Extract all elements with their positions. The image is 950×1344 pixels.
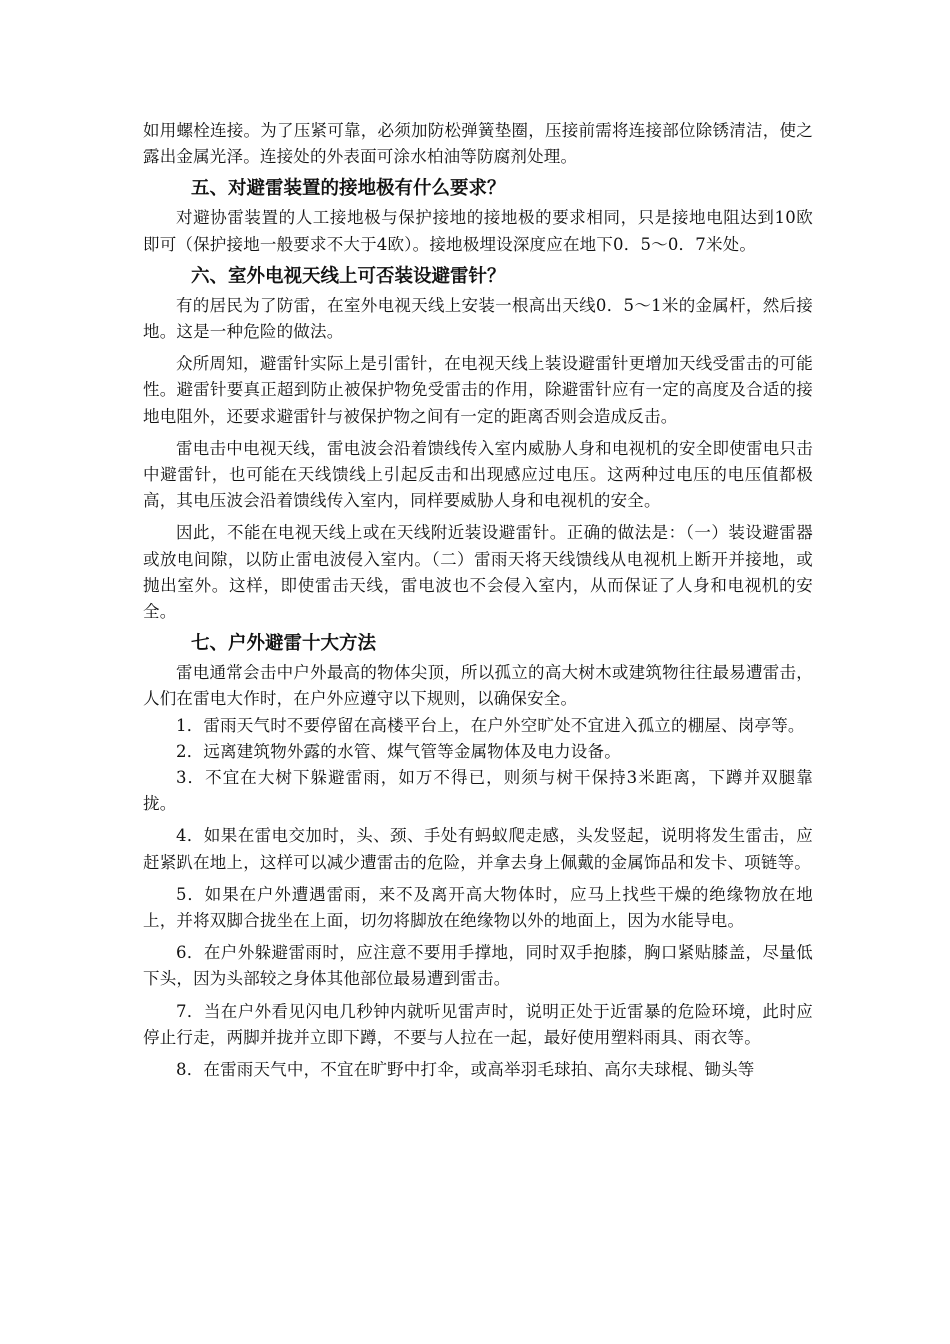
list-item: 6．在户外躲避雷雨时，应注意不要用手撑地，同时双手抱膝，胸口紧贴膝盖，尽量低下头，因为头部较之身体其他部位最易遭到雷击。 [143, 943, 813, 989]
paragraph-overvoltage: 雷电击中电视天线，雷电波会沿着馈线传入室内威胁人身和电视机的安全即使雷电只击中避雷针，也可能在天线馈线上引起反击和出现感应过电压。这两种过电压的电压值都极高，其电压波会沿着馈线传入室内，同样要威胁人身和电视机的安全。 [143, 438, 813, 511]
paragraph-continuation: 如用螺栓连接。为了压紧可靠，必须加防松弹簧垫圈，压接前需将连接部位除锈清洁，使之露出金属光泽。连接处的外表面可涂水柏油等防腐剂处理。 [143, 121, 813, 167]
paragraph-lightning-rod-explanation: 众所周知，避雷针实际上是引雷针，在电视天线上装设避雷针更增加天线受雷击的可能性。避雷针要真正超到防止被保护物免受雷击的作用，除避雷针应有一定的高度及合适的接地电阻外，还要求避雷针与被保护物之间有一定的距离否则会造成反击。 [143, 354, 813, 426]
list-item: 7．当在户外看见闪电几秒钟内就听见雷声时，说明正处于近雷暴的危险环境，此时应停止行走，两脚并拢并立即下蹲，不要与人拉在一起，最好使用塑料雨具、雨衣等。 [143, 1001, 813, 1047]
paragraph-tv-antenna-intro: 有的居民为了防雷，在室外电视天线上安装一根高出天线0．5～1米的金属杆，然后接地。这是一种危险的做法。 [143, 295, 813, 342]
list-item: 5．如果在户外遭遇雷雨，来不及离开高大物体时，应马上找些干燥的绝缘物放在地上，并将双脚合拢坐在上面，切勿将脚放在绝缘物以外的地面上，因为水能导电。 [143, 884, 813, 931]
list-item: 2．远离建筑物外露的水管、煤气管等金属物体及电力设备。 [176, 741, 621, 761]
paragraph-grounding-requirements: 对避协雷装置的人工接地极与保护接地的接地极的要求相同，只是接地电阻达到10欧即可（保护接地一般要求不大于4欧）。接地极埋设深度应在地下0．5～0．7米处。 [143, 208, 813, 254]
list-item: 4．如果在雷电交加时，头、颈、手处有蚂蚁爬走感，头发竖起，说明将发生雷击，应赶紧趴在地上，这样可以减少遭雷击的危险，并拿去身上佩戴的金属饰品和发卡、项链等。 [143, 826, 813, 872]
section-heading-5: 五、对避雷装置的接地极有什么要求？ [191, 178, 506, 200]
list-item: 1．雷雨天气时不要停留在高楼平台上，在户外空旷处不宜进入孤立的棚屋、岗亭等。 [176, 715, 805, 735]
paragraph-outdoor-intro: 雷电通常会击中户外最高的物体尖顶，所以孤立的高大树木或建筑物往往最易遭雷击，人们在雷电大作时，在户外应遵守以下规则，以确保安全。 [143, 663, 813, 709]
document-page [143, 118, 813, 1083]
paragraph-correct-method: 因此，不能在电视天线上或在天线附近装设避雷针。正确的做法是：（一）装设避雷器或放电间隙，以防止雷电波侵入室内。（二）雷雨天将天线馈线从电视机上断开并接地，或抛出室外。这样，即使雷击天线，雷电波也不会侵入室内，从而保证了人身和电视机的安全。 [143, 523, 813, 622]
section-heading-7: 七、户外避雷十大方法 [191, 633, 377, 655]
section-heading-6: 六、室外电视天线上可否装设避雷针？ [191, 265, 506, 287]
list-item: 3．不宜在大树下躲避雷雨，如万不得已，则须与树干保持3米距离，下蹲并双腿靠拢。 [143, 768, 813, 814]
list-item: 8．在雷雨天气中，不宜在旷野中打伞，或高举羽毛球拍、高尔夫球棍、锄头等 [176, 1060, 755, 1080]
